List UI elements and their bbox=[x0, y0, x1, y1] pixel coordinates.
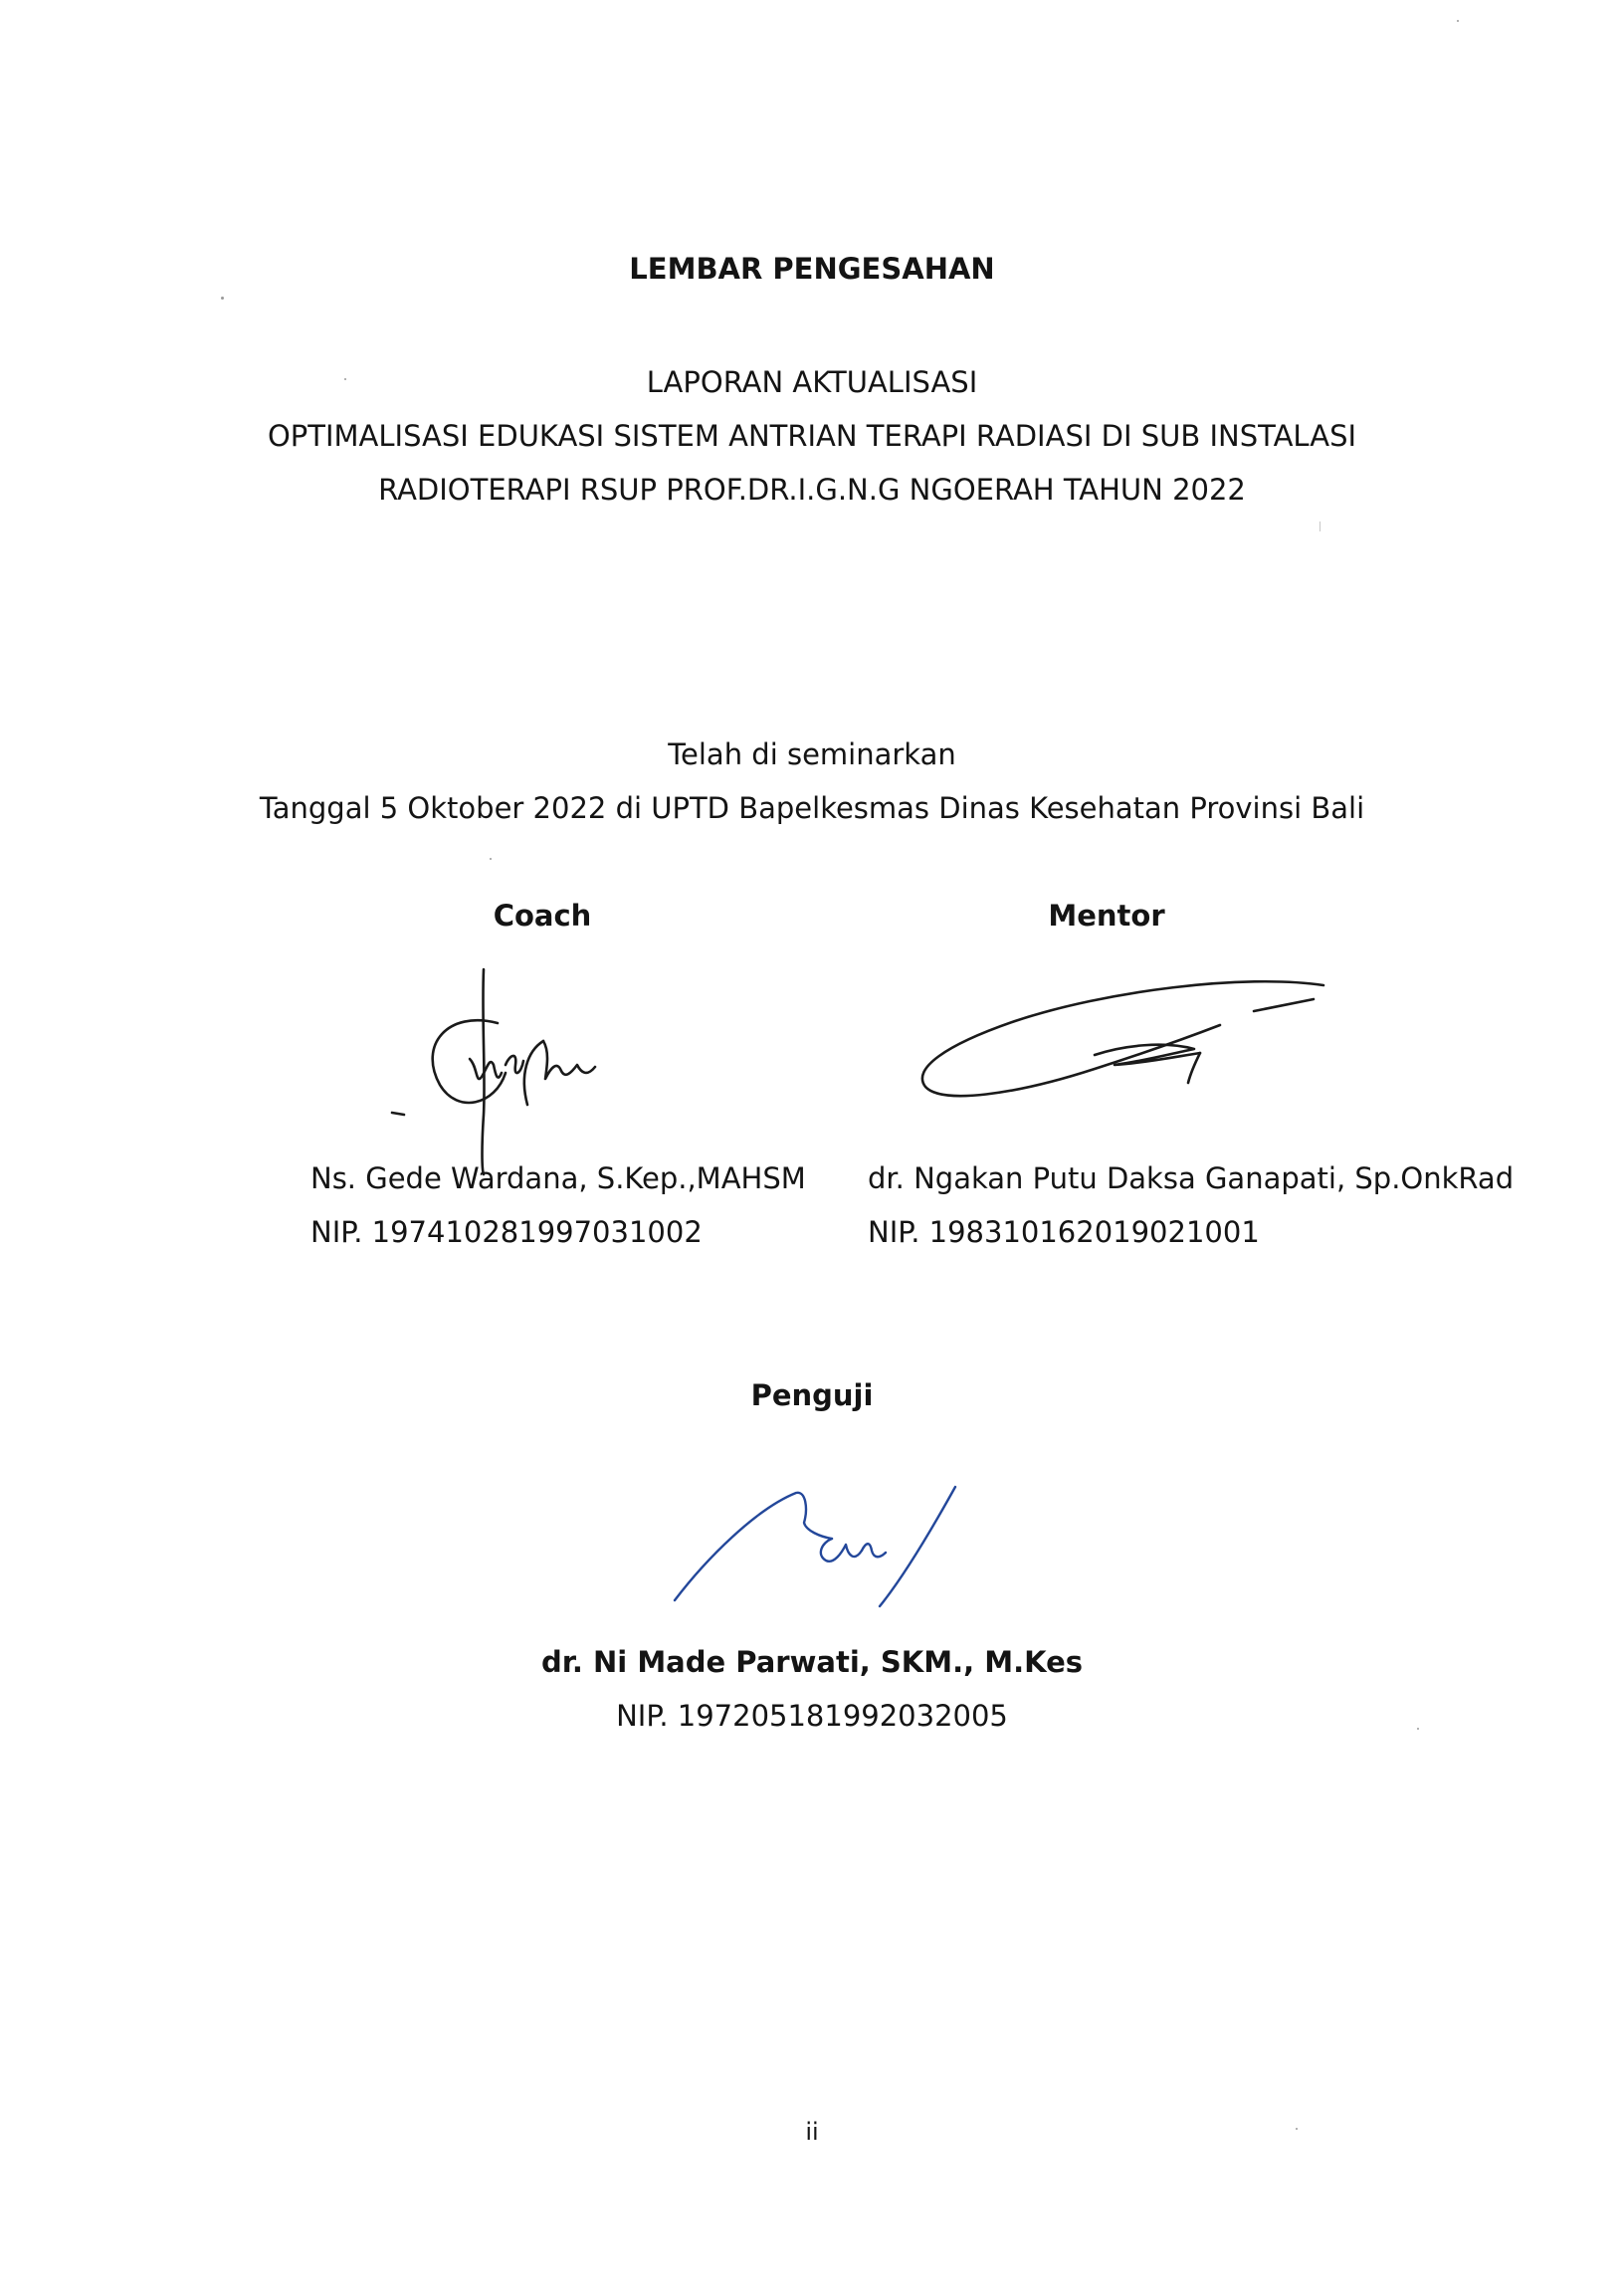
mentor-name: dr. Ngakan Putu Daksa Ganapati, Sp.OnkRad bbox=[868, 1161, 1515, 1195]
scan-speck bbox=[1457, 20, 1459, 22]
report-title-line-1: OPTIMALISASI EDUKASI SISTEM ANTRIAN TERAPI RADIASI DI SUB INSTALASI bbox=[267, 419, 1357, 453]
page-number: ii bbox=[805, 2118, 819, 2146]
coach-name: Ns. Gede Wardana, S.Kep.,MAHSM bbox=[310, 1161, 806, 1195]
coach-role-label: Coach bbox=[493, 899, 592, 933]
scan-speck bbox=[344, 378, 346, 380]
report-title-line-2: RADIOTERAPI RSUP PROF.DR.I.G.N.G NGOERAH TAHUN 2022 bbox=[378, 473, 1246, 507]
examiner-role-label: Penguji bbox=[750, 1378, 874, 1412]
mentor-role-label: Mentor bbox=[1048, 899, 1165, 933]
mentor-signature bbox=[906, 965, 1333, 1125]
scan-speck bbox=[221, 297, 224, 300]
scan-speck bbox=[1417, 1728, 1419, 1730]
coach-signature bbox=[378, 955, 637, 1174]
examiner-signature bbox=[657, 1479, 995, 1628]
report-type: LAPORAN AKTUALISASI bbox=[646, 365, 978, 399]
scan-speck bbox=[490, 858, 492, 860]
scan-speck bbox=[1296, 2128, 1298, 2130]
examiner-nip: NIP. 197205181992032005 bbox=[616, 1699, 1008, 1733]
examiner-name: dr. Ni Made Parwati, SKM., M.Kes bbox=[540, 1645, 1084, 1679]
coach-nip: NIP. 197410281997031002 bbox=[310, 1215, 703, 1249]
seminar-line-1: Telah di seminarkan bbox=[668, 737, 956, 771]
page-heading: LEMBAR PENGESAHAN bbox=[629, 252, 995, 286]
mentor-nip: NIP. 198310162019021001 bbox=[868, 1215, 1260, 1249]
seminar-line-2: Tanggal 5 Oktober 2022 di UPTD Bapelkesmas Dinas Kesehatan Provinsi Bali bbox=[259, 791, 1365, 825]
